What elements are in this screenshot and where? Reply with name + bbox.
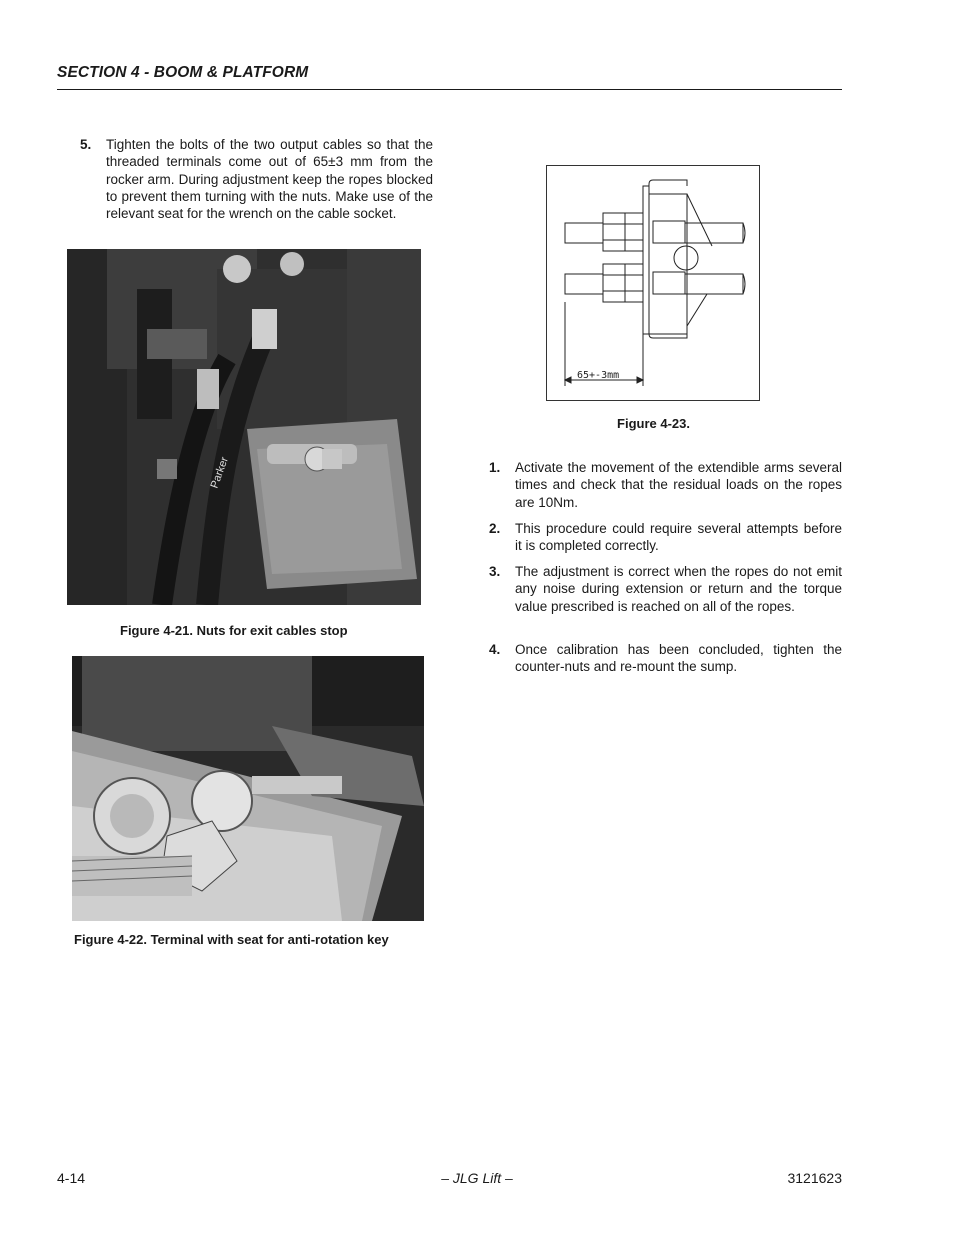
header-divider bbox=[57, 89, 842, 90]
page-number: 4-14 bbox=[57, 1170, 86, 1186]
step-number: 2. bbox=[489, 521, 501, 536]
figure-4-23-diagram bbox=[546, 165, 760, 401]
figure-4-22-photo bbox=[72, 656, 424, 921]
step-number: 5. bbox=[80, 137, 92, 152]
figure-4-22-caption: Figure 4-22. Terminal with seat for anti-rotation key bbox=[74, 932, 389, 947]
parker-label: Parker bbox=[208, 455, 231, 491]
step-number: 1. bbox=[489, 460, 501, 475]
step-text: Tighten the bolts of the two output cables so that the threaded terminals come out of 65±3 mm from the rocker arm. During adjustment keep the ropes blocked to prevent them turning with the nuts. Make use of the relevant seat for the wrench on the cable socket. bbox=[106, 137, 433, 222]
step-text: Activate the movement of the extendible arms several times and check that the residual loads on the ropes are 10Nm. bbox=[515, 460, 842, 510]
step-number: 4. bbox=[489, 642, 501, 657]
step-text: This procedure could require several attempts before it is completed correctly. bbox=[515, 521, 842, 554]
figure-4-23-caption: Figure 4-23. bbox=[617, 416, 690, 431]
section-title: SECTION 4 - BOOM & PLATFORM bbox=[57, 64, 309, 81]
step-number: 3. bbox=[489, 564, 501, 579]
dimension-label: 65+-3mm bbox=[577, 370, 620, 381]
footer-brand: – JLG Lift – bbox=[441, 1170, 513, 1186]
step-text: Once calibration has been concluded, tighten the counter-nuts and re-mount the sump. bbox=[515, 642, 842, 675]
step-text: The adjustment is correct when the ropes do not emit any noise during extension or return and the torque value prescribed is reached on all of the ropes. bbox=[515, 564, 842, 614]
document-number: 3121623 bbox=[787, 1170, 842, 1186]
figure-4-21-caption: Figure 4-21. Nuts for exit cables stop bbox=[120, 623, 348, 638]
